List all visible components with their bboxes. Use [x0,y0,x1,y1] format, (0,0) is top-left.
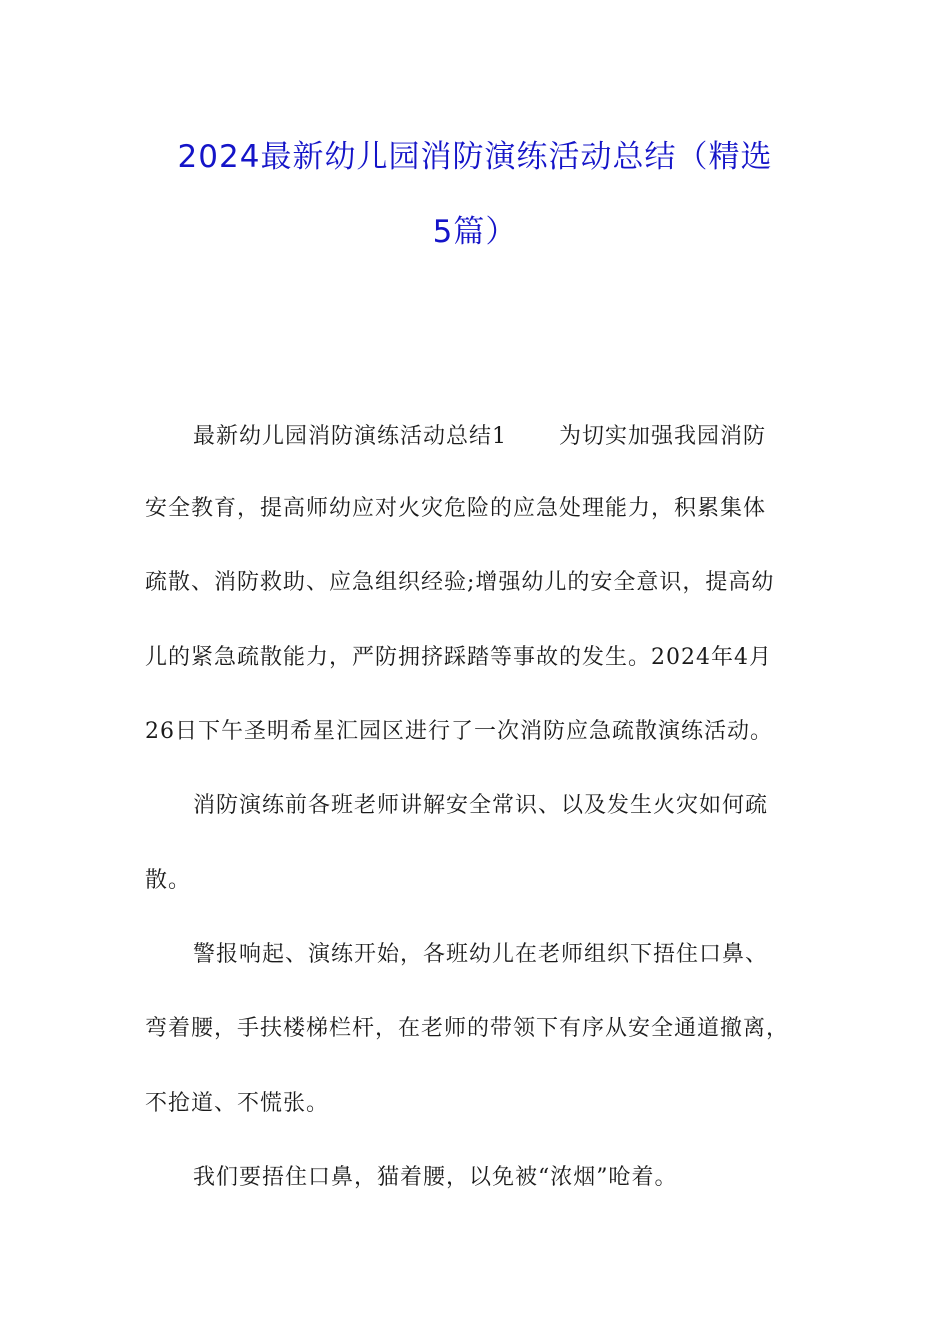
para2-line1: 消防演练前各班老师讲解安全常识、以及发生火灾如何疏 [193,793,769,818]
para1-line4: 儿的紧急疏散能力，严防拥挤踩踏等事故的发生。2024年4月 [145,645,772,670]
section-heading: 最新幼儿园消防演练活动总结1 [193,424,507,449]
para1-line5: 26日下午圣明希星汇园区进行了一次消防应急疏散演练活动。 [145,719,773,744]
para1-line1-text: 为切实加强我园消防 [559,424,767,449]
document-title-line1: 2024最新幼儿园消防演练活动总结（精选 [177,139,773,175]
para3-line1: 警报响起、演练开始，各班幼儿在老师组织下捂住口鼻、 [193,942,769,967]
para1-line2: 安全教育，提高师幼应对火灾危险的应急处理能力，积累集体 [145,496,767,521]
document-title-line2: 5篇） [432,214,518,250]
para1-line1 [193,422,766,452]
para4-line1: 我们要捂住口鼻，猫着腰，以免被“浓烟”呛着。 [193,1165,678,1190]
para3-line3: 不抢道、不慌张。 [145,1091,330,1116]
para1-line3: 疏散、消防救助、应急组织经验;增强幼儿的安全意识，提高幼 [145,570,775,595]
para2-line2: 散。 [145,868,192,893]
para3-line2: 弯着腰，手扶楼梯栏杆，在老师的带领下有序从安全通道撤离， [145,1016,790,1041]
